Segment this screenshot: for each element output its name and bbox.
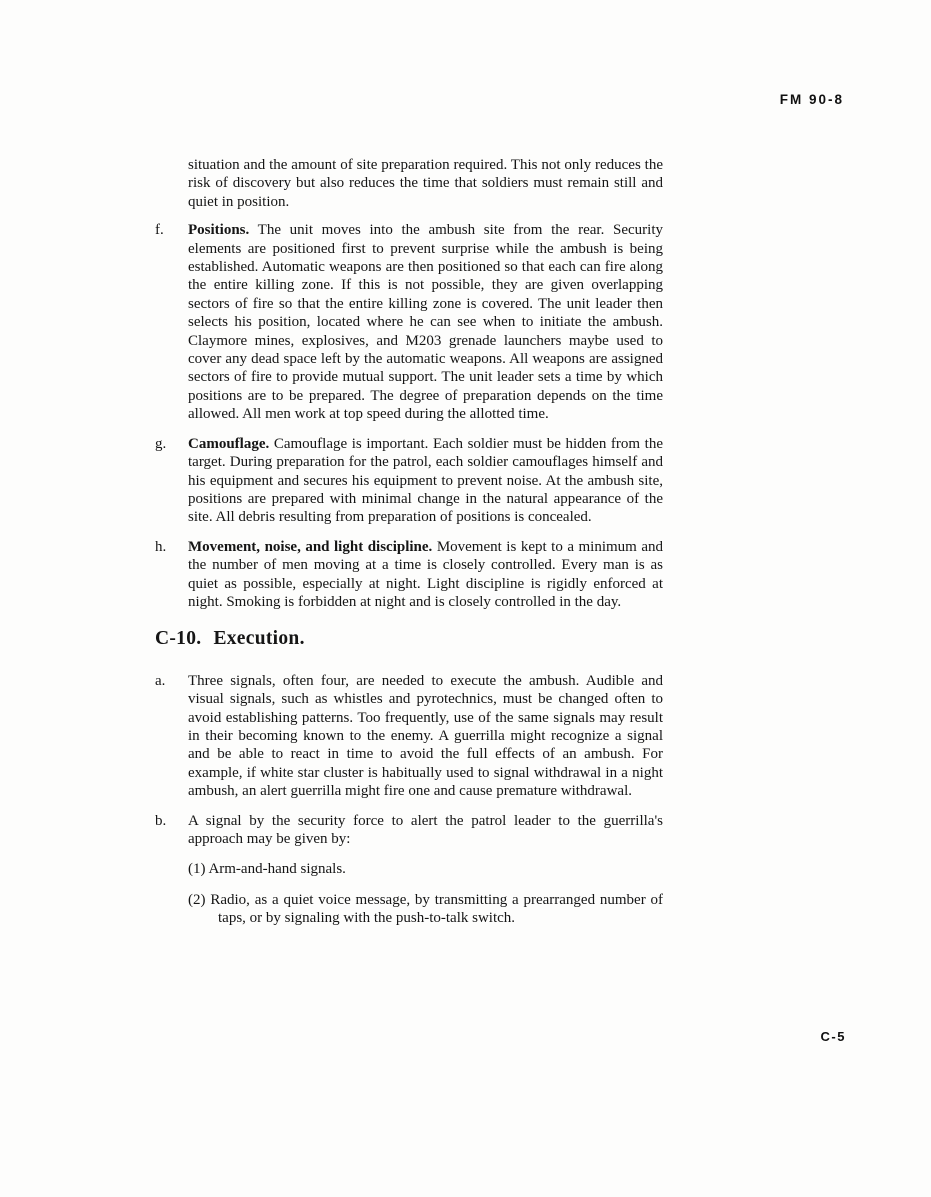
sub-item-label: (2) <box>188 891 206 908</box>
item-lead: Camouflage. <box>188 435 270 452</box>
item-text <box>188 538 663 612</box>
item-body-text: The unit moves into the ambush site from the rear. Security elements are positioned first to prevent surprise while the ambush is being established. Automatic weapons are then positioned so that each can fire along the entire killing zone. If this is not possible, they are given overlapping sectors of fire so that the entire killing zone is covered. The unit leader then selects his position, located where he can see when to initiate the ambush. Claymore mines, explosives, and M203 grenade launchers maybe used to cover any dead space left by the automatic weapons. All weapons are assigned sectors of fire to provide mutual support. The unit leader sets a time by which positions are to be prepared. The degree of preparation depends on the time allowed. All men work at top speed during the allotted time. <box>188 222 664 423</box>
sub-item-1 <box>188 860 663 878</box>
list-item-h <box>155 538 663 612</box>
item-body-text: Movement is kept to a minimum and the number of men moving at a time is closely controlled. Every man is as quiet as possible, especially at night. Light discipline is rigidly enforced at night. Smoking is forbidden at night and is closely controlled in the day. <box>188 538 663 610</box>
sub-item-text: Radio, as a quiet voice message, by transmitting a prearranged number of taps, or by signaling with the push-to-talk switch. <box>210 891 664 927</box>
item-body-text: Camouflage is important. Each soldier must be hidden from the target. During preparation for the patrol, each soldier camouflages himself and his equipment and secures his equipment to prevent noise. At the ambush site, positions are prepared with minimal change in the natural appearance of the site. All debris resulting from preparation of positions is concealed. <box>188 435 664 526</box>
continuation-paragraph: situation and the amount of site preparation required. This not only reduces the risk of discovery but also reduces the time that soldiers must remain still and quiet in position. <box>188 157 663 210</box>
item-label: h. <box>155 538 167 555</box>
page-content <box>155 156 663 939</box>
item-body-text: A signal by the security force to alert the patrol leader to the guerrilla's approach may be given by: <box>188 812 663 847</box>
page-footer-page-number: C-5 <box>820 1029 846 1044</box>
page-header-doc-number: FM 90-8 <box>779 92 844 107</box>
list-item-b <box>155 812 663 928</box>
list-item-a <box>155 672 663 801</box>
section-number: C-10. <box>155 628 202 650</box>
list-item-f <box>155 221 663 423</box>
item-text-group <box>188 812 663 928</box>
item-label: b. <box>155 812 167 829</box>
section-heading <box>155 630 663 648</box>
list-item-g <box>155 435 663 527</box>
item-text <box>188 221 663 423</box>
item-label: g. <box>155 435 167 452</box>
sub-item-label: (1) <box>188 861 206 878</box>
item-text: Three signals, often four, are needed to execute the ambush. Audible and visual signals, such as whistles and pyrotechnics, must be changed often to avoid establishing patterns. Too frequently, use of the same signals may result in their becoming known to the enemy. A guerrilla might recognize a signal and be able to react in time to avoid the full effects of an ambush. For example, if white star cluster is habitually used to signal withdrawal in a night ambush, an alert guerrilla might fire one and cause premature withdrawal. <box>188 672 663 800</box>
item-label: a. <box>155 672 166 689</box>
section-title: Execution. <box>213 628 305 650</box>
item-lead: Positions. <box>188 222 250 239</box>
sub-item-2 <box>188 891 663 928</box>
sub-item-text: Arm-and-hand signals. <box>208 861 346 878</box>
item-text <box>188 435 663 527</box>
item-label: f. <box>155 222 164 239</box>
item-lead: Movement, noise, and light discipline. <box>188 538 433 555</box>
